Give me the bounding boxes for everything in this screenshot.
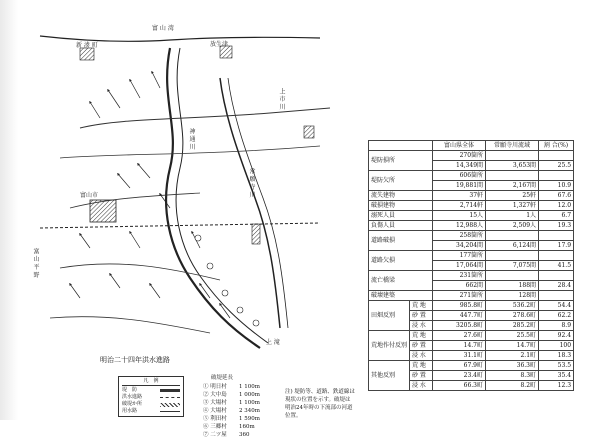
cell-ratio: 54.4 xyxy=(539,301,574,311)
cell-joganji-basin: 36.3町 xyxy=(486,361,539,371)
map-label-kamiichi-river: 上 市 川 xyxy=(278,88,285,110)
cell-ratio: 67.6 xyxy=(539,191,574,201)
cell-toyama-total: 231箇所 xyxy=(433,271,486,281)
row-category: 田畑反別 xyxy=(369,301,410,331)
map-label-plain: 富 山 平 野 xyxy=(32,248,39,278)
row-subcategory: 砂 置 xyxy=(410,311,433,321)
legend-swatch xyxy=(160,403,180,407)
map-label-hirose: 放生津 xyxy=(210,41,229,48)
legend-header: 凡 例 xyxy=(122,378,180,386)
table-row xyxy=(369,151,574,161)
cell-joganji-basin: 128間 xyxy=(486,291,539,301)
row-category: 道路破損 xyxy=(369,231,433,251)
cell-joganji-basin: 1人 xyxy=(486,211,539,221)
cell-toyama-total: 27.6町 xyxy=(433,331,486,341)
breach-row: ⑦ 二ツ屋 360 xyxy=(203,432,250,438)
row-subcategory: 荒 地 xyxy=(410,331,433,341)
row-subcategory: 浸 水 xyxy=(410,381,433,391)
cell-ratio xyxy=(539,151,574,161)
cell-toyama-total: 19,881間 xyxy=(433,181,486,191)
cell-toyama-total: 66.3町 xyxy=(433,381,486,391)
breach-row: ⑥ 三郷村 160m xyxy=(203,424,255,430)
row-category: 破損建物 xyxy=(369,201,433,211)
cell-joganji-basin: 278.6町 xyxy=(486,311,539,321)
table-row xyxy=(369,301,574,311)
map-label-north-town: 新 湊 町 xyxy=(76,42,98,49)
cell-ratio: 6.7 xyxy=(539,211,574,221)
cell-ratio: 100 xyxy=(539,341,574,351)
cell-ratio: 92.4 xyxy=(539,331,574,341)
map-label-kamidaki: 上 滝 xyxy=(266,339,280,346)
table-row xyxy=(369,251,574,261)
breach-row: ⑤ 利田村 1 590m xyxy=(203,416,260,422)
row-subcategory: 荒 地 xyxy=(410,361,433,371)
cell-toyama-total: 2,714軒 xyxy=(433,201,486,211)
map-label-bay: 富 山 湾 xyxy=(152,25,174,32)
cell-toyama-total: 31.1町 xyxy=(433,351,486,361)
cell-toyama-total: 447.7町 xyxy=(433,311,486,321)
cell-toyama-total: 37軒 xyxy=(433,191,486,201)
cell-toyama-total: 14,349間 xyxy=(433,161,486,171)
cell-joganji-basin xyxy=(486,271,539,281)
table-row xyxy=(369,231,574,241)
row-subcategory: 浸 水 xyxy=(410,321,433,331)
cell-toyama-total: 12,988人 xyxy=(433,221,486,231)
cell-toyama-total: 23.4町 xyxy=(433,371,486,381)
cell-ratio: 53.5 xyxy=(539,361,574,371)
cell-toyama-total: 662間 xyxy=(433,281,486,291)
map-note: 注) 堤防等、道路、鉄道線は現状の位置を示す。破堤は明治24年時の下流部の河道位置。 xyxy=(285,389,355,419)
legend-item: 破堤か所 xyxy=(122,401,180,408)
legend-item: 洪水進路 xyxy=(122,394,180,401)
cell-joganji-basin: 2,509人 xyxy=(486,221,539,231)
cell-ratio: 18.3 xyxy=(539,351,574,361)
cell-joganji-basin: 8.3町 xyxy=(486,371,539,381)
legend-swatch xyxy=(160,397,180,398)
cell-ratio: 12.3 xyxy=(539,381,574,391)
cell-toyama-total: 270箇所 xyxy=(433,151,486,161)
row-category: 道路欠損 xyxy=(369,251,433,271)
breach-length-list xyxy=(203,374,260,439)
row-category: 堤防欠所 xyxy=(369,171,433,191)
header-joganji-basin: 常願寺川流域 xyxy=(486,141,539,151)
legend-swatch xyxy=(160,411,180,412)
cell-toyama-total: 15人 xyxy=(433,211,486,221)
cell-joganji-basin: 188間 xyxy=(486,281,539,291)
cell-joganji-basin: 25.5町 xyxy=(486,331,539,341)
map-drawing xyxy=(20,18,340,413)
cell-ratio xyxy=(539,251,574,261)
header-empty xyxy=(369,141,433,151)
row-category: 流失建物 xyxy=(369,191,433,201)
cell-ratio: 10.9 xyxy=(539,181,574,191)
damage-table xyxy=(368,140,574,391)
cell-joganji-basin: 25軒 xyxy=(486,191,539,201)
cell-joganji-basin: 536.2町 xyxy=(486,301,539,311)
cell-joganji-basin: 14.7町 xyxy=(486,341,539,351)
map-legend xyxy=(118,376,184,417)
row-category: 其他反別 xyxy=(369,361,410,391)
breach-header: 破堤延長 xyxy=(211,375,234,381)
map-label-joganji-river: 常 願 寺 川 xyxy=(248,168,255,198)
cell-toyama-total: 3205.8町 xyxy=(433,321,486,331)
row-subcategory: 浸 水 xyxy=(410,351,433,361)
cell-joganji-basin xyxy=(486,251,539,261)
cell-ratio: 12.0 xyxy=(539,201,574,211)
cell-joganji-basin: 7,075間 xyxy=(486,261,539,271)
page-binding-edge xyxy=(0,0,18,420)
legend-item: 用水路 xyxy=(122,408,180,415)
cell-toyama-total: 271箇所 xyxy=(433,291,486,301)
cell-ratio: 62.2 xyxy=(539,311,574,321)
row-category: 流亡橋梁 xyxy=(369,271,433,291)
row-subcategory: 砂 置 xyxy=(410,341,433,351)
row-category: 荒地作付反別 xyxy=(369,331,410,361)
table-row xyxy=(369,331,574,341)
row-subcategory: 荒 地 xyxy=(410,301,433,311)
breach-row: ④ 大場村 2 340m xyxy=(203,408,260,414)
header-toyama-total: 富山県全体 xyxy=(433,141,486,151)
map-label-jinzu-river: 神 通 川 xyxy=(188,128,195,150)
table-row xyxy=(369,201,574,211)
cell-joganji-basin xyxy=(486,231,539,241)
breach-row: ② 大中島 1 000m xyxy=(203,392,260,398)
cell-toyama-total: 67.9町 xyxy=(433,361,486,371)
cell-ratio: 25.5 xyxy=(539,161,574,171)
cell-joganji-basin xyxy=(486,171,539,181)
table-row xyxy=(369,291,574,301)
cell-toyama-total: 606箇所 xyxy=(433,171,486,181)
cell-joganji-basin: 2,167間 xyxy=(486,181,539,191)
map-label-toyama: 富山市 xyxy=(80,192,99,199)
legend-item: 堤 防 xyxy=(122,387,180,394)
cell-joganji-basin: 6,124間 xyxy=(486,241,539,251)
cell-ratio xyxy=(539,171,574,181)
cell-joganji-basin: 2.1町 xyxy=(486,351,539,361)
cell-toyama-total: 258箇所 xyxy=(433,231,486,241)
cell-ratio: 8.9 xyxy=(539,321,574,331)
cell-ratio xyxy=(539,271,574,281)
cell-ratio: 35.4 xyxy=(539,371,574,381)
row-category: 溺死人員 xyxy=(369,211,433,221)
flood-route-map xyxy=(20,18,355,438)
legend-swatch xyxy=(160,389,180,392)
cell-toyama-total: 17,064間 xyxy=(433,261,486,271)
cell-ratio xyxy=(539,291,574,301)
cell-toyama-total: 177箇所 xyxy=(433,251,486,261)
row-category: 堤防損所 xyxy=(369,151,433,171)
cell-ratio: 28.4 xyxy=(539,281,574,291)
table-row xyxy=(369,171,574,181)
cell-ratio: 19.3 xyxy=(539,221,574,231)
cell-toyama-total: 14.7町 xyxy=(433,341,486,351)
table-row xyxy=(369,191,574,201)
cell-joganji-basin xyxy=(486,151,539,161)
row-subcategory: 砂 置 xyxy=(410,371,433,381)
table-row xyxy=(369,211,574,221)
breach-row: ① 明日村 1 100m xyxy=(203,384,260,390)
breach-row: ③ 大場村 1 100m xyxy=(203,400,260,406)
cell-ratio xyxy=(539,231,574,241)
cell-joganji-basin: 8.2町 xyxy=(486,381,539,391)
cell-toyama-total: 34,204間 xyxy=(433,241,486,251)
row-category: 破壊建築 xyxy=(369,291,433,301)
header-ratio: 割 合(%) xyxy=(539,141,574,151)
table-row xyxy=(369,361,574,371)
cell-joganji-basin: 3,653間 xyxy=(486,161,539,171)
cell-ratio: 17.9 xyxy=(539,241,574,251)
row-category: 負傷人員 xyxy=(369,221,433,231)
cell-joganji-basin: 1,327軒 xyxy=(486,201,539,211)
table-row xyxy=(369,221,574,231)
cell-ratio: 41.5 xyxy=(539,261,574,271)
cell-toyama-total: 985.8町 xyxy=(433,301,486,311)
table-row xyxy=(369,271,574,281)
map-title: 明治二十四年洪水進路 xyxy=(100,356,170,364)
cell-joganji-basin: 285.2町 xyxy=(486,321,539,331)
